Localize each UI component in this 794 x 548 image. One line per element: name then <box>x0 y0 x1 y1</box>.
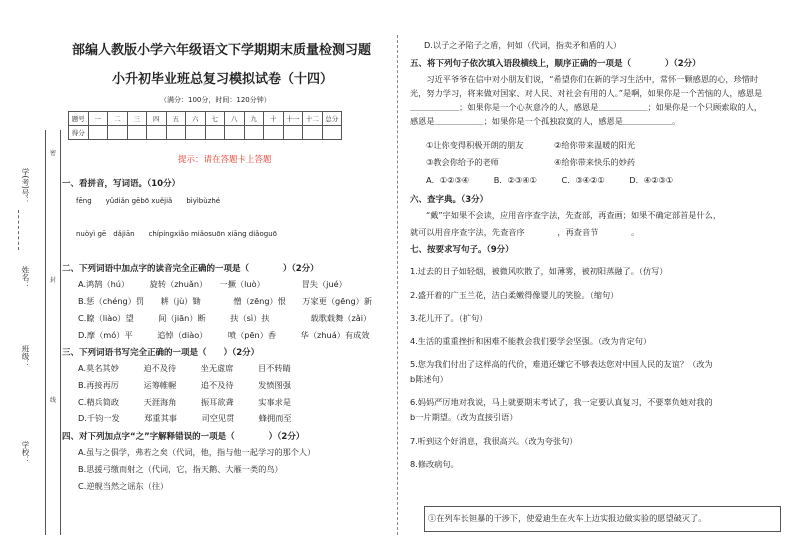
score-cell: 十 <box>264 112 284 126</box>
q4-option-d[interactable]: D.以子之矛陷子之盾，何如（代词，指卖矛和盾的人） <box>424 40 622 50</box>
name-label: 姓名： <box>21 266 30 289</box>
q2-option-c[interactable]: C.瞭（liào）望 间（jiān）断 扶（sì）扶 载歌载舞（zǎi） <box>78 313 372 323</box>
score-table <box>68 111 342 140</box>
sentence-5-cont: b陈述句） <box>410 374 448 384</box>
q5-choices[interactable]: A．①②③④ B．②③④① C．③④②① D．④②③① <box>426 175 674 185</box>
q6-line1: “戴”字如果不会读，应用音序查字法，先查部，再查画；如果不确定部首是什么， <box>426 210 722 220</box>
score-cell: 七 <box>205 112 225 126</box>
score-cell: 三 <box>127 112 147 126</box>
seal-mark: 封 <box>47 275 59 284</box>
q2-option-d[interactable]: D.摩（mó）平 追悼（diào） 喷（pēn）香 华（zhuá）有成效 <box>78 330 370 340</box>
q3-title: 三、下列词语书写完全正确的一项是（ ）（2分） <box>62 348 260 358</box>
q2-title: 二、下列词语中加点字的读音完全正确的一项是（ ）（2分） <box>62 264 319 274</box>
q6-title: 六、查字典。（3分） <box>410 195 489 205</box>
score-cell: 九 <box>244 112 264 126</box>
answer-hint: 提示：请在答题卡上答题 <box>178 155 272 165</box>
score-input[interactable] <box>244 126 264 140</box>
sentence-6-cont: b一片期望。（改为直接引语） <box>410 412 518 422</box>
sentence-2: 2.盛开着的广玉兰花，洁白柔嫩得像婴儿的笑脸。（缩句） <box>410 290 619 300</box>
score-cell: 四 <box>147 112 167 126</box>
seal-line <box>45 130 61 535</box>
q4-option-c[interactable]: C.逆舰当然之谣东（往） <box>78 481 169 491</box>
score-input[interactable] <box>186 126 206 140</box>
score-input[interactable] <box>88 126 108 140</box>
sentence-8a: ①在列车长钽暴的干涉下，使爱迪生在火车上边实报边做实验的愿望破灭了。 <box>428 513 707 523</box>
q1-pinyin-row1: fēng yǔdiǎn gēbō xuějiǎ bìyìbùzhé <box>76 197 221 205</box>
q7-title: 七、按要求写句子。（9分） <box>410 245 514 255</box>
q3-option-a[interactable]: A.莫名其妙 迫不及待 坐无虚席 目不转睛 <box>78 363 291 373</box>
score-input[interactable] <box>147 126 167 140</box>
q6-line2: 就可以用音序查字法，先查音序 ，再查音节 。 <box>410 227 640 237</box>
seal-mark: 线 <box>47 395 59 404</box>
q4-title: 四、对下列加点字“之”字解释错误的一项是（ ）（2分） <box>62 432 305 442</box>
sentence-1: 1.过去的日子如轻烟，被微风吹散了，如薄雾，被初阳蒸融了。（仿写） <box>410 266 668 276</box>
score-cell: 总分 <box>322 112 342 126</box>
class-label: 班级： <box>21 345 30 368</box>
q5-option-2: ②给你带来温暖的阳光 <box>554 140 636 150</box>
score-cell: 题号 <box>69 112 89 126</box>
q1-title: 一、看拼音，写词语。（10分） <box>62 179 181 189</box>
q4-option-b[interactable]: B.思援弓缴而射之（代词，它，指天鹅、大雁一类的鸟） <box>78 464 283 474</box>
score-table-row <box>69 126 342 140</box>
score-input[interactable] <box>108 126 128 140</box>
score-cell: 六 <box>186 112 206 126</box>
score-input[interactable] <box>283 126 303 140</box>
q5-option-3: ③教会你给予的老师 <box>426 157 499 167</box>
q3-option-d[interactable]: D.千钧一发 郑重其事 司空见贯 蜂拥而至 <box>78 413 292 423</box>
page-subtitle: 小升初毕业班总复习模拟试卷（十四） <box>112 72 334 87</box>
score-cell: 十二 <box>303 112 323 126</box>
sentence-6: 6.妈妈严厉地对我说，马上就要期末考试了，我一定要认真复习，不要辜负她对我的 <box>410 397 713 407</box>
score-cell: 二 <box>108 112 128 126</box>
score-row-label: 得分 <box>69 126 89 140</box>
score-input[interactable] <box>264 126 284 140</box>
student-id-label: 学(考)号： <box>21 168 30 204</box>
score-cell: 十一 <box>283 112 303 126</box>
sentence-4: 4.生活的重重挫折和困难不能教会我们要学会坚强。（改为肯定句） <box>410 336 652 346</box>
exam-meta: （满分：100分，时间：120分钟） <box>160 96 271 104</box>
score-table-header-row <box>69 112 342 126</box>
score-input[interactable] <box>322 126 342 140</box>
school-label: 学校： <box>21 441 30 464</box>
q2-option-a[interactable]: A.鸿鹄（hú） 旋转（zhuǎn） 一撅（luò） 冒失（jué） <box>78 279 347 289</box>
q5-option-4: ④给你带来快乐的妙药 <box>554 157 636 167</box>
q4-option-a[interactable]: A.虽与之俱学，弗若之矣（代词，他，指与他一起学习的那个人） <box>78 447 316 457</box>
q1-pinyin-row2: nuòyì gē dǎjiān chípíngxiǎo miǎosuōn xiāng diǎoguō <box>76 230 277 238</box>
sentence-3: 3.花儿开了。（扩句） <box>410 313 488 323</box>
q3-option-b[interactable]: B.再接再厉 运筹帷幄 追不及待 发愤图强 <box>78 380 291 390</box>
score-cell: 八 <box>225 112 245 126</box>
score-cell: 一 <box>88 112 108 126</box>
score-input[interactable] <box>205 126 225 140</box>
page-title: 部编人教版小学六年级语文下学期期末质量检测习题 <box>72 43 372 58</box>
sentence-5: 5.您为我们付出了这样高的代价，难道还嫌它不够表达您对中国人民的友谊？（改为 <box>410 359 713 369</box>
student-id-line <box>18 210 20 250</box>
sentence-8: 8.修改病句。 <box>410 459 459 469</box>
score-input[interactable] <box>225 126 245 140</box>
score-cell: 五 <box>166 112 186 126</box>
score-input[interactable] <box>127 126 147 140</box>
q2-option-b[interactable]: B.惩（chéng）罚 耕（jù）锄 憎（zēng）恨 万家更（gēng）新 <box>78 296 373 306</box>
seal-mark: 密 <box>47 148 59 157</box>
column-divider <box>397 35 398 535</box>
score-input[interactable] <box>303 126 323 140</box>
q5-title: 五、将下列句子依次填入语段横线上，顺序正确的一项是（ ）（2分） <box>410 59 701 69</box>
sentence-7: 7.听到这个好消息，我很高兴。（改为夸张句） <box>410 436 578 446</box>
score-input[interactable] <box>166 126 186 140</box>
q5-paragraph: 习近平爷爷在信中对小朋友们说，“希望你们在新的学习生活中，常怀一颗感恩的心，珍惜时光，努力学习，将来做对国家、对人民、对社会有用的人。”是啊，如果你是一个苦恼的人，感恩是＿＿＿＿＿＿；如果你是一个心灰意冷的人，感恩是＿＿＿＿＿＿；如果你是一个只顾索取的人，感恩是＿＿＿＿＿＿；如果你是一个孤独寂寞的人，感恩是＿＿＿＿＿＿。 <box>410 74 763 126</box>
q3-option-c[interactable]: C.精兵简政 天涯海角 振耳欲聋 实事求是 <box>78 397 292 407</box>
q5-option-1: ①让你变得积极开朗的朋友 <box>426 140 524 150</box>
